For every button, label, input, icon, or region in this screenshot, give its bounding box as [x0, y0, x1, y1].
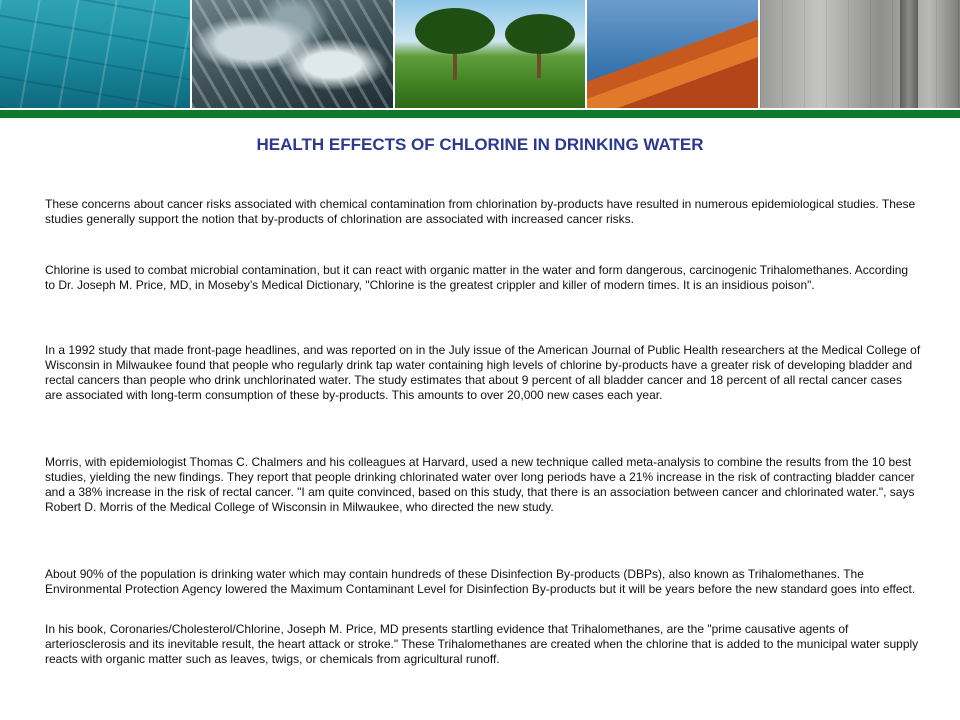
- paragraph-dbps-epa: About 90% of the population is drinking water which may contain hundreds of these Disinfection By-products (DBPs), also known as Trihalomethanes. The Environmental Protection Agency lowered the Maximum Contaminant Level for Disinfection By-products but it will be years before the new standard goes into effect.: [45, 567, 916, 596]
- page-title: HEALTH EFFECTS OF CHLORINE IN DRINKING WATER: [256, 135, 704, 154]
- paragraph-1992-study: In a 1992 study that made front-page headlines, and was reported on in the July issue of the American Journal of Public Health researchers at the Medical College of Wisconsin in Milwaukee found that people who regularly drink tap water containing high levels of chlorine by-products have a greater risk of developing bladder and rectal cancers than people who drink unchlorinated water. The study estimates that about 9 percent of all bladder cancer and 18 percent of all rectal cancer cases are associated with long-term consumption of these by-products. This amounts to over 20,000 new cases each year.: [45, 343, 921, 402]
- marsh-shoreline-photo: [585, 0, 759, 108]
- paragraph-chlorine-trihalomethanes: Chlorine is used to combat microbial contamination, but it can react with organic matter in the water and form dangerous, carcinogenic Trihalomethanes. According to Dr. Joseph M. Price, MD, in Moseby’s Medical Dictionary, "Chlorine is the greatest crippler and killer of modern times. It is an insidious poison".: [45, 263, 909, 292]
- river-rocks-photo: [190, 0, 394, 108]
- paragraph-price-book: In his book, Coronaries/Cholesterol/Chlorine, Joseph M. Price, MD presents startling evidence that Trihalomethanes, are the "prime causative agents of arteriosclerosis and its inevitable result, the heart attack or stroke." These Trihalomethanes are created when the chlorine that is added to the municipal water supply reacts with organic matter such as leaves, twigs, or chemicals from agricultural runoff.: [45, 622, 919, 666]
- pool-water-photo: [0, 0, 190, 108]
- header-banner: [0, 0, 960, 108]
- green-divider: [0, 110, 960, 118]
- palm-trees-photo: [393, 0, 585, 108]
- concrete-column-photo: [758, 0, 960, 108]
- paragraph-cancer-studies: These concerns about cancer risks associated with chemical contamination from chlorination by-products have resulted in numerous epidemiological studies. These studies generally support the notion that by-products of chlorination are associated with increased cancer risks.: [45, 197, 916, 226]
- paragraph-meta-analysis: Morris, with epidemiologist Thomas C. Chalmers and his colleagues at Harvard, used a new technique called meta-analysis to combine the results from the 10 best studies, yielding the new findings. They report that people drinking chlorinated water over long periods have a 21% increase in the risk of contracting bladder cancer and a 38% increase in the risk of rectal cancer. "I am quite convinced, based on this study, that there is an association between cancer and chlorinated water.", says Robert D. Morris of the Medical College of Wisconsin in Milwaukee, who directed the new study.: [45, 455, 915, 514]
